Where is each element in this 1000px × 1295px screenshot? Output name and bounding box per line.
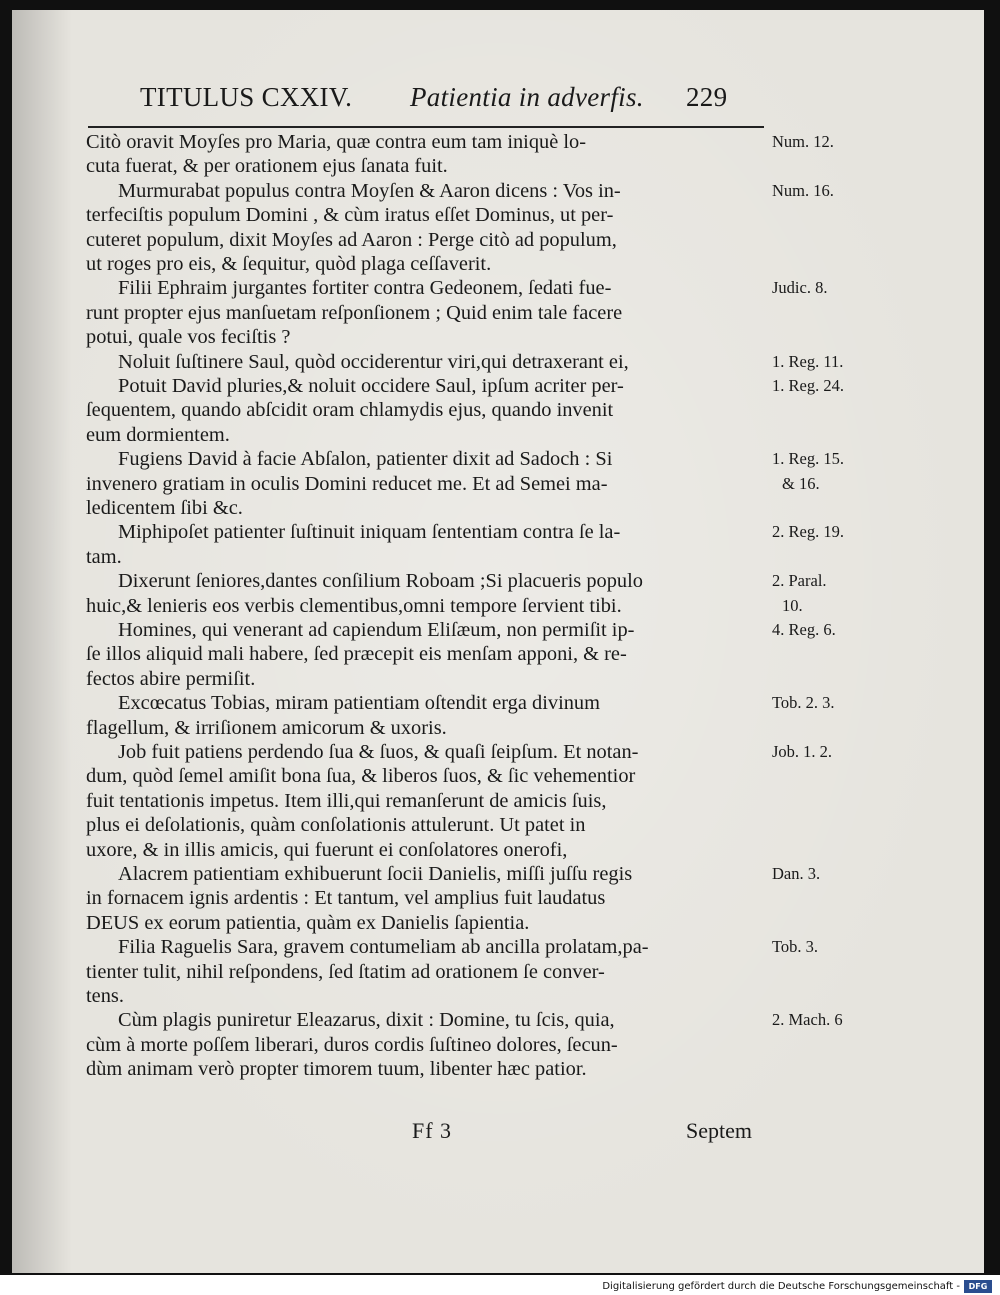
text-line: huic,& lenieris eos verbis clementibus,omni tempore ſervient tibi. <box>86 594 622 617</box>
text-line: Miphipoſet patienter ſuſtinuit iniquam ſententiam contra ſe la- <box>118 521 621 544</box>
text-line: runt propter ejus manſuetam reſponſionem ; Quid enim tale facere <box>86 301 623 324</box>
margin-reference: 1. Reg. 24. <box>772 376 844 395</box>
text-line: Murmurabat populus contra Moyſen & Aaron dicens : Vos in- <box>118 179 621 202</box>
signature-mark: Ff 3 <box>412 1118 453 1143</box>
text-line: fuit tentationis impetus. Item illi,qui remanſerunt de amicis ſuis, <box>86 789 607 812</box>
margin-reference: & 16. <box>782 473 820 493</box>
text-line: Cùm plagis puniretur Eleazarus, dixit : Domine, tu ſcis, quia, <box>118 1009 615 1032</box>
text-line: plus ei deſolationis, quàm conſolationis attulerunt. Ut patet in <box>86 814 586 837</box>
text-line: invenero gratiam in oculis Domini reducet me. Et ad Semei ma- <box>86 472 608 495</box>
text-line: uxore, & in illis amicis, qui fuerunt ei conſolatores onerofi, <box>86 838 568 861</box>
page-number: 229 <box>686 82 728 112</box>
text-line: ut roges pro eis, & ſequitur, quòd plaga ceſſaverit. <box>86 253 492 275</box>
text-line: Dixerunt ſeniores,dantes conſilium Roboam ;Si placueris populo <box>118 570 643 593</box>
text-line: flagellum, & irriſionem amicorum & uxoris. <box>86 716 447 739</box>
text-line: tam. <box>86 545 122 568</box>
text-line: tens. <box>86 985 124 1007</box>
margin-reference: 2. Reg. 19. <box>772 522 844 542</box>
margin-reference: Tob. 2. 3. <box>772 693 835 713</box>
text-line: cuta fuerat, & per orationem ejus ſanata fuit. <box>86 155 448 178</box>
margin-reference: Dan. 3. <box>772 864 821 883</box>
text-line: terfeciſtis populum Domini , & cùm iratus eſſet Dominus, ut per- <box>86 204 614 227</box>
gutter-shadow <box>12 10 72 1273</box>
text-line: Filii Ephraim jurgantes fortiter contra Gedeonem, ſedati fue- <box>118 277 612 300</box>
text-line: Alacrem patientiam exhibuerunt ſocii Danielis, miſſi juſſu regis <box>118 863 633 885</box>
text-line: tienter tulit, nihil reſpondens, ſed ſtatim ad orationem ſe conver- <box>86 960 605 983</box>
text-line: Homines, qui venerant ad capiendum Eliſæum, non permiſit ip- <box>118 619 635 641</box>
text-line: eum dormientem. <box>86 423 230 446</box>
margin-reference: 1. Reg. 11. <box>772 351 844 371</box>
text-line: cuteret populum, dixit Moyſes ad Aaron : Perge citò ad populum, <box>86 228 617 251</box>
margin-reference: 2. Mach. 6 <box>772 1010 843 1030</box>
text-line: in fornacem ignis ardentis : Et tantum, vel amplius fuit laudatus <box>86 887 606 910</box>
margin-reference: 10. <box>782 595 803 615</box>
margin-reference: Judic. 8. <box>772 278 828 298</box>
margin-reference: Num. 12. <box>772 132 834 151</box>
text-line: Job fuit patiens perdendo ſua & ſuos, & quaſi ſeipſum. Et notan- <box>118 741 639 763</box>
margin-reference: 2. Paral. <box>772 571 827 591</box>
text-line: ſequentem, quando abſcidit oram chlamydis ejus, quando invenit <box>86 399 614 422</box>
text-line: DEUS ex eorum patientia, quàm ex Danielis ſapientia. <box>86 911 530 934</box>
running-head-subject: Patientia in adverfis. <box>410 82 644 112</box>
text-line: dùm animam verò propter timorem tuum, libenter hæc patior. <box>86 1058 587 1081</box>
text-line: potui, quale vos feciſtis ? <box>86 326 291 349</box>
text-line: ledicentem ſibi &c. <box>86 497 243 519</box>
header-rule <box>88 126 764 128</box>
margin-reference: 1. Reg. 15. <box>772 449 844 469</box>
margin-reference: Num. 16. <box>772 180 834 200</box>
text-line: ſe illos aliquid mali habere, ſed præcepit eis menſam apponi, & re- <box>86 643 627 666</box>
text-line: Excœcatus Tobias, miram patientiam oſtendit erga divinum <box>118 692 600 715</box>
text-line: fectos abire permiſit. <box>86 667 256 690</box>
text-line: Noluit ſuſtinere Saul, quòd occiderentur viri,qui detraxerant ei, <box>118 350 629 373</box>
margin-reference: Tob. 3. <box>772 937 819 957</box>
text-line: Filia Raguelis Sara, gravem contumeliam ab ancilla prolatam,pa- <box>118 936 649 959</box>
catchword: Septem <box>686 1118 752 1143</box>
text-line: Fugiens David à facie Abſalon, patienter dixit ad Sadoch : Si <box>118 448 613 471</box>
dfg-logo: DFG <box>964 1280 992 1293</box>
running-head <box>0 82 1000 122</box>
text-line: dum, quòd ſemel amiſit bona ſua, & liberos ſuos, & ſic vehementior <box>86 765 636 788</box>
text-line: Citò oravit Moyſes pro Maria, quæ contra eum tam iniquè lo- <box>86 131 587 153</box>
margin-reference: 4. Reg. 6. <box>772 620 836 639</box>
text-line: Potuit David pluries,& noluit occidere Saul, ipſum acriter per- <box>118 375 624 397</box>
text-line: cùm à morte poſſem liberari, duros cordis ſuſtineo dolores, ſecun- <box>86 1033 618 1056</box>
digitization-credit: Digitalisierung gefördert durch die Deutsche Forschungsgemeinschaft - <box>602 1281 960 1292</box>
running-head-title: TITULUS CXXIV. <box>140 82 353 112</box>
margin-reference: Job. 1. 2. <box>772 742 833 761</box>
